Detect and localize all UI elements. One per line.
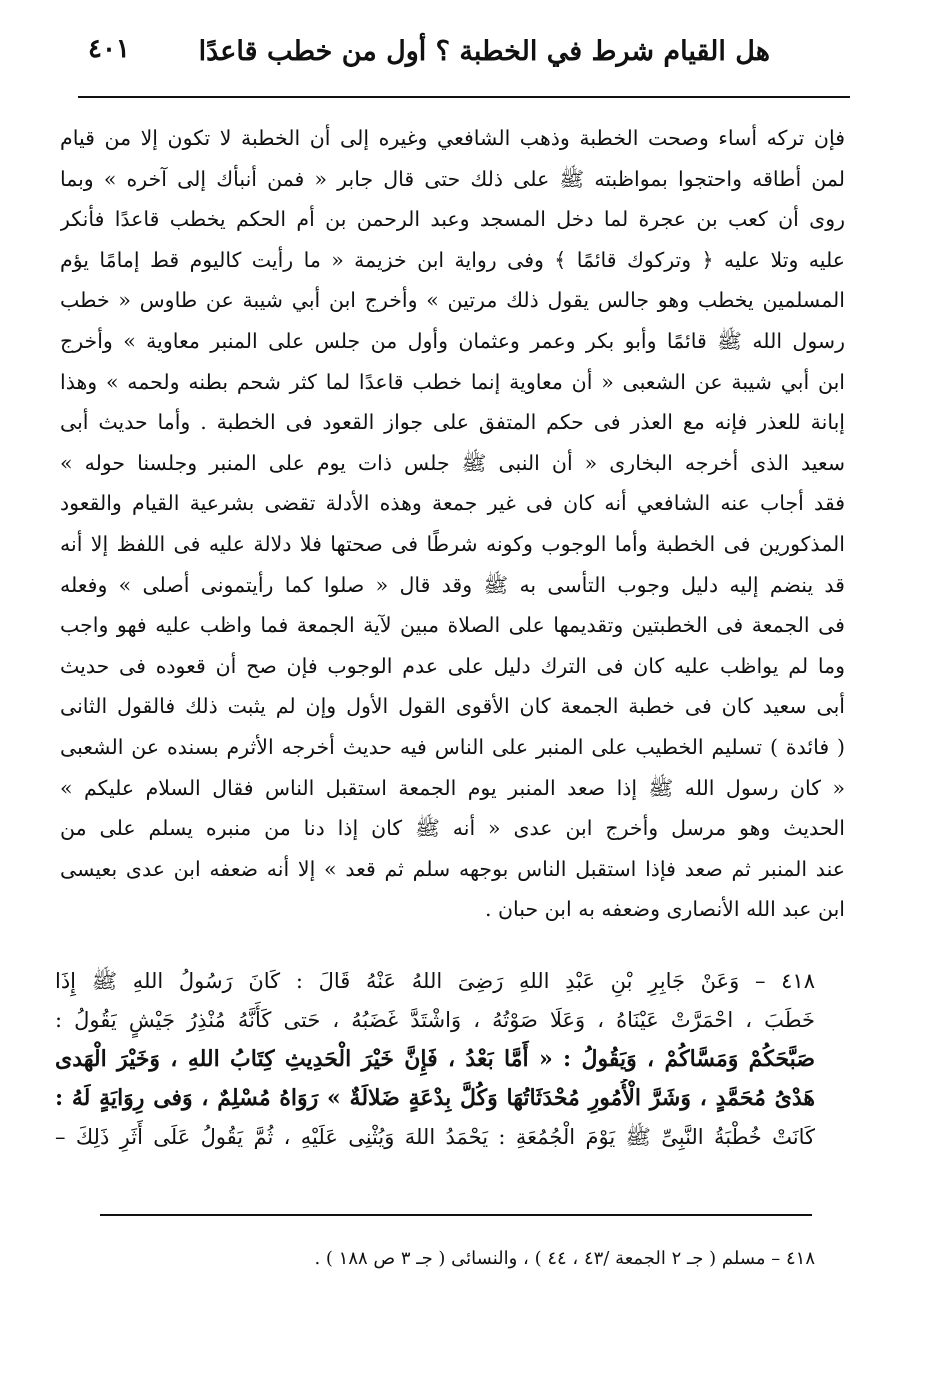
text-line: لمن أطاقه واحتجوا بمواظبته ﷺ على ذلك حتى قال جابر « فمن أنبأك إلى آخره » وبما: [60, 166, 845, 191]
text-line: وما لم يواظب عليه كان فى الترك دليل على عدم الوجوب فإن صح أن قعوده فى حديث: [60, 653, 845, 678]
header-rule: [78, 96, 850, 98]
hadith-line: خَطَبَ ، احْمَرَّتْ عَيْنَاهُ ، وَعَلَا صَوْتُهُ ، وَاشْتَدَّ غَضَبُهُ ، حَتى كَأَنَّهُ مُنْذِرُ جَيْشٍ يَقُولُ :: [55, 1008, 815, 1032]
text-line: ( فائدة ) تسليم الخطيب على المنبر على الناس فيه حديث أخرجه الأثرم بسنده عن الشعبى: [60, 734, 845, 759]
text-line: أبى سعيد كان فى خطبة الجمعة كان الأقوى القول الأول وإن لم يثبت ذلك فالقول الثانى: [60, 694, 845, 719]
text-line: روى أن كعب بن عجرة لما دخل المسجد وعبد الرحمن بن أم الحكم يخطب قاعدًا فأنكر: [60, 207, 845, 232]
commentary-text: [60, 118, 845, 930]
footnote: ٤١٨ – مسلم ( جـ ٢ الجمعة /٤٣ ، ٤٤ ) ، والنسائى ( جـ ٣ ص ١٨٨ ) .: [314, 1248, 815, 1269]
hadith-line: صَبَّحَكُمْ وَمَسَّاكُمْ ، وَيَقُولُ : « أَمَّا بَعْدُ ، فَإِنَّ خَيْرَ الْحَدِيثِ كِتَابُ اللهِ ، وَخَيْرَ الْهَدى: [55, 1046, 815, 1072]
text-line: إبانة للعذر فإنه مع العذر فى حكم المتفق على جواز القعود فى الخطبة . وأما حديث أبى: [60, 410, 845, 435]
hadith-line: ٤١٨ – وَعَنْ جَابِرِ بْنِ عَبْدِ اللهِ رَضِىَ اللهُ عَنْهُ قَالَ : كَانَ رَسُولُ اللهِ ﷺ إِذَا: [55, 969, 815, 993]
text-line: الحديث وهو مرسل وأخرج ابن عدى « أنه ﷺ كان إذا دنا من منبره يسلم على من: [60, 816, 845, 841]
text-line: فى الجمعة فى الخطبتين وتقديمها على الصلاة مبين لآية الجمعة فما واظب عليه فهو واجب: [60, 613, 845, 638]
text-line: قد ينضم إليه دليل وجوب التأسى به ﷺ وقد قال « صلوا كما رأيتمونى أصلى » وفعله: [60, 572, 845, 597]
text-line: عند المنبر ثم صعد فإذا استقبل الناس بوجهه سلم ثم قعد » إلا أنه ضعفه ابن عدى بعيسى: [60, 856, 845, 881]
text-line: المذكورين فى الخطبة وأما الوجوب وكونه شرطًا فى صحتها فلا دلالة عليه فى اللفظ إلا أنه: [60, 531, 845, 556]
text-line: المسلمين يخطب وهو جالس يقول ذلك مرتين » وأخرج ابن أبي شيبة عن طاوس « خطب: [60, 288, 845, 313]
footnote-rule: [100, 1214, 812, 1216]
text-line: عليه وتلا عليه ﴿ وتركوك قائمًا ﴾ وفى رواية ابن خزيمة « ما رأيت كاليوم قط إمامًا يؤم: [60, 247, 845, 272]
text-line: فقد أجاب عنه الشافعي أنه كان فى غير جمعة وهذه الأدلة تقضى بشرعية القيام والقعود: [60, 491, 845, 516]
text-line: « كان رسول الله ﷺ إذا صعد المنبر يوم الجمعة استقبل الناس فقال السلام عليكم »: [60, 775, 845, 800]
hadith-line: هَدْىُ مُحَمَّدٍ ، وَشَرَّ الْأُمُورِ مُحْدَثَاتُهَا وَكُلَّ بِدْعَةٍ ضَلالَةٌ » رَوَاهُ مُسْلِمٌ ، وَفى رِوَايَةٍ لَهُ :: [55, 1085, 815, 1111]
running-title: هل القيام شرط في الخطبة ؟ أول من خطب قاعدًا: [198, 36, 770, 67]
hadith-text: [55, 962, 815, 1157]
text-line: ابن أبي شيبة عن الشعبى « أن معاوية إنما خطب قاعدًا لما كثر شحم بطنه ولحمه » وهذا: [60, 369, 845, 394]
text-line: ابن عبد الله الأنصارى وضعفه به ابن حبان .: [484, 897, 845, 922]
hadith-line: كَانَتْ خُطْبَةُ النَّبِىِّ ﷺ يَوْمَ الْجُمُعَةِ : يَحْمَدُ اللهَ وَيُثْنِى عَلَيْهِ ، ثُمَّ يَقُولُ عَلَى أَثَرِ ذَلِكَ –: [55, 1125, 815, 1149]
text-line: سعيد الذى أخرجه البخارى « أن النبى ﷺ جلس ذات يوم على المنبر وجلسنا حوله »: [60, 450, 845, 475]
page-number: ٤٠١: [88, 34, 130, 64]
text-line: رسول الله ﷺ قائمًا وأبو بكر وعمر وعثمان وأول من جلس على المنبر معاوية » وأخرج: [60, 328, 845, 353]
text-line: فإن تركه أساء وصحت الخطبة وذهب الشافعي وغيره إلى أن الخطبة لا تكون إلا من قيام: [60, 126, 845, 150]
page-header: [70, 28, 850, 78]
